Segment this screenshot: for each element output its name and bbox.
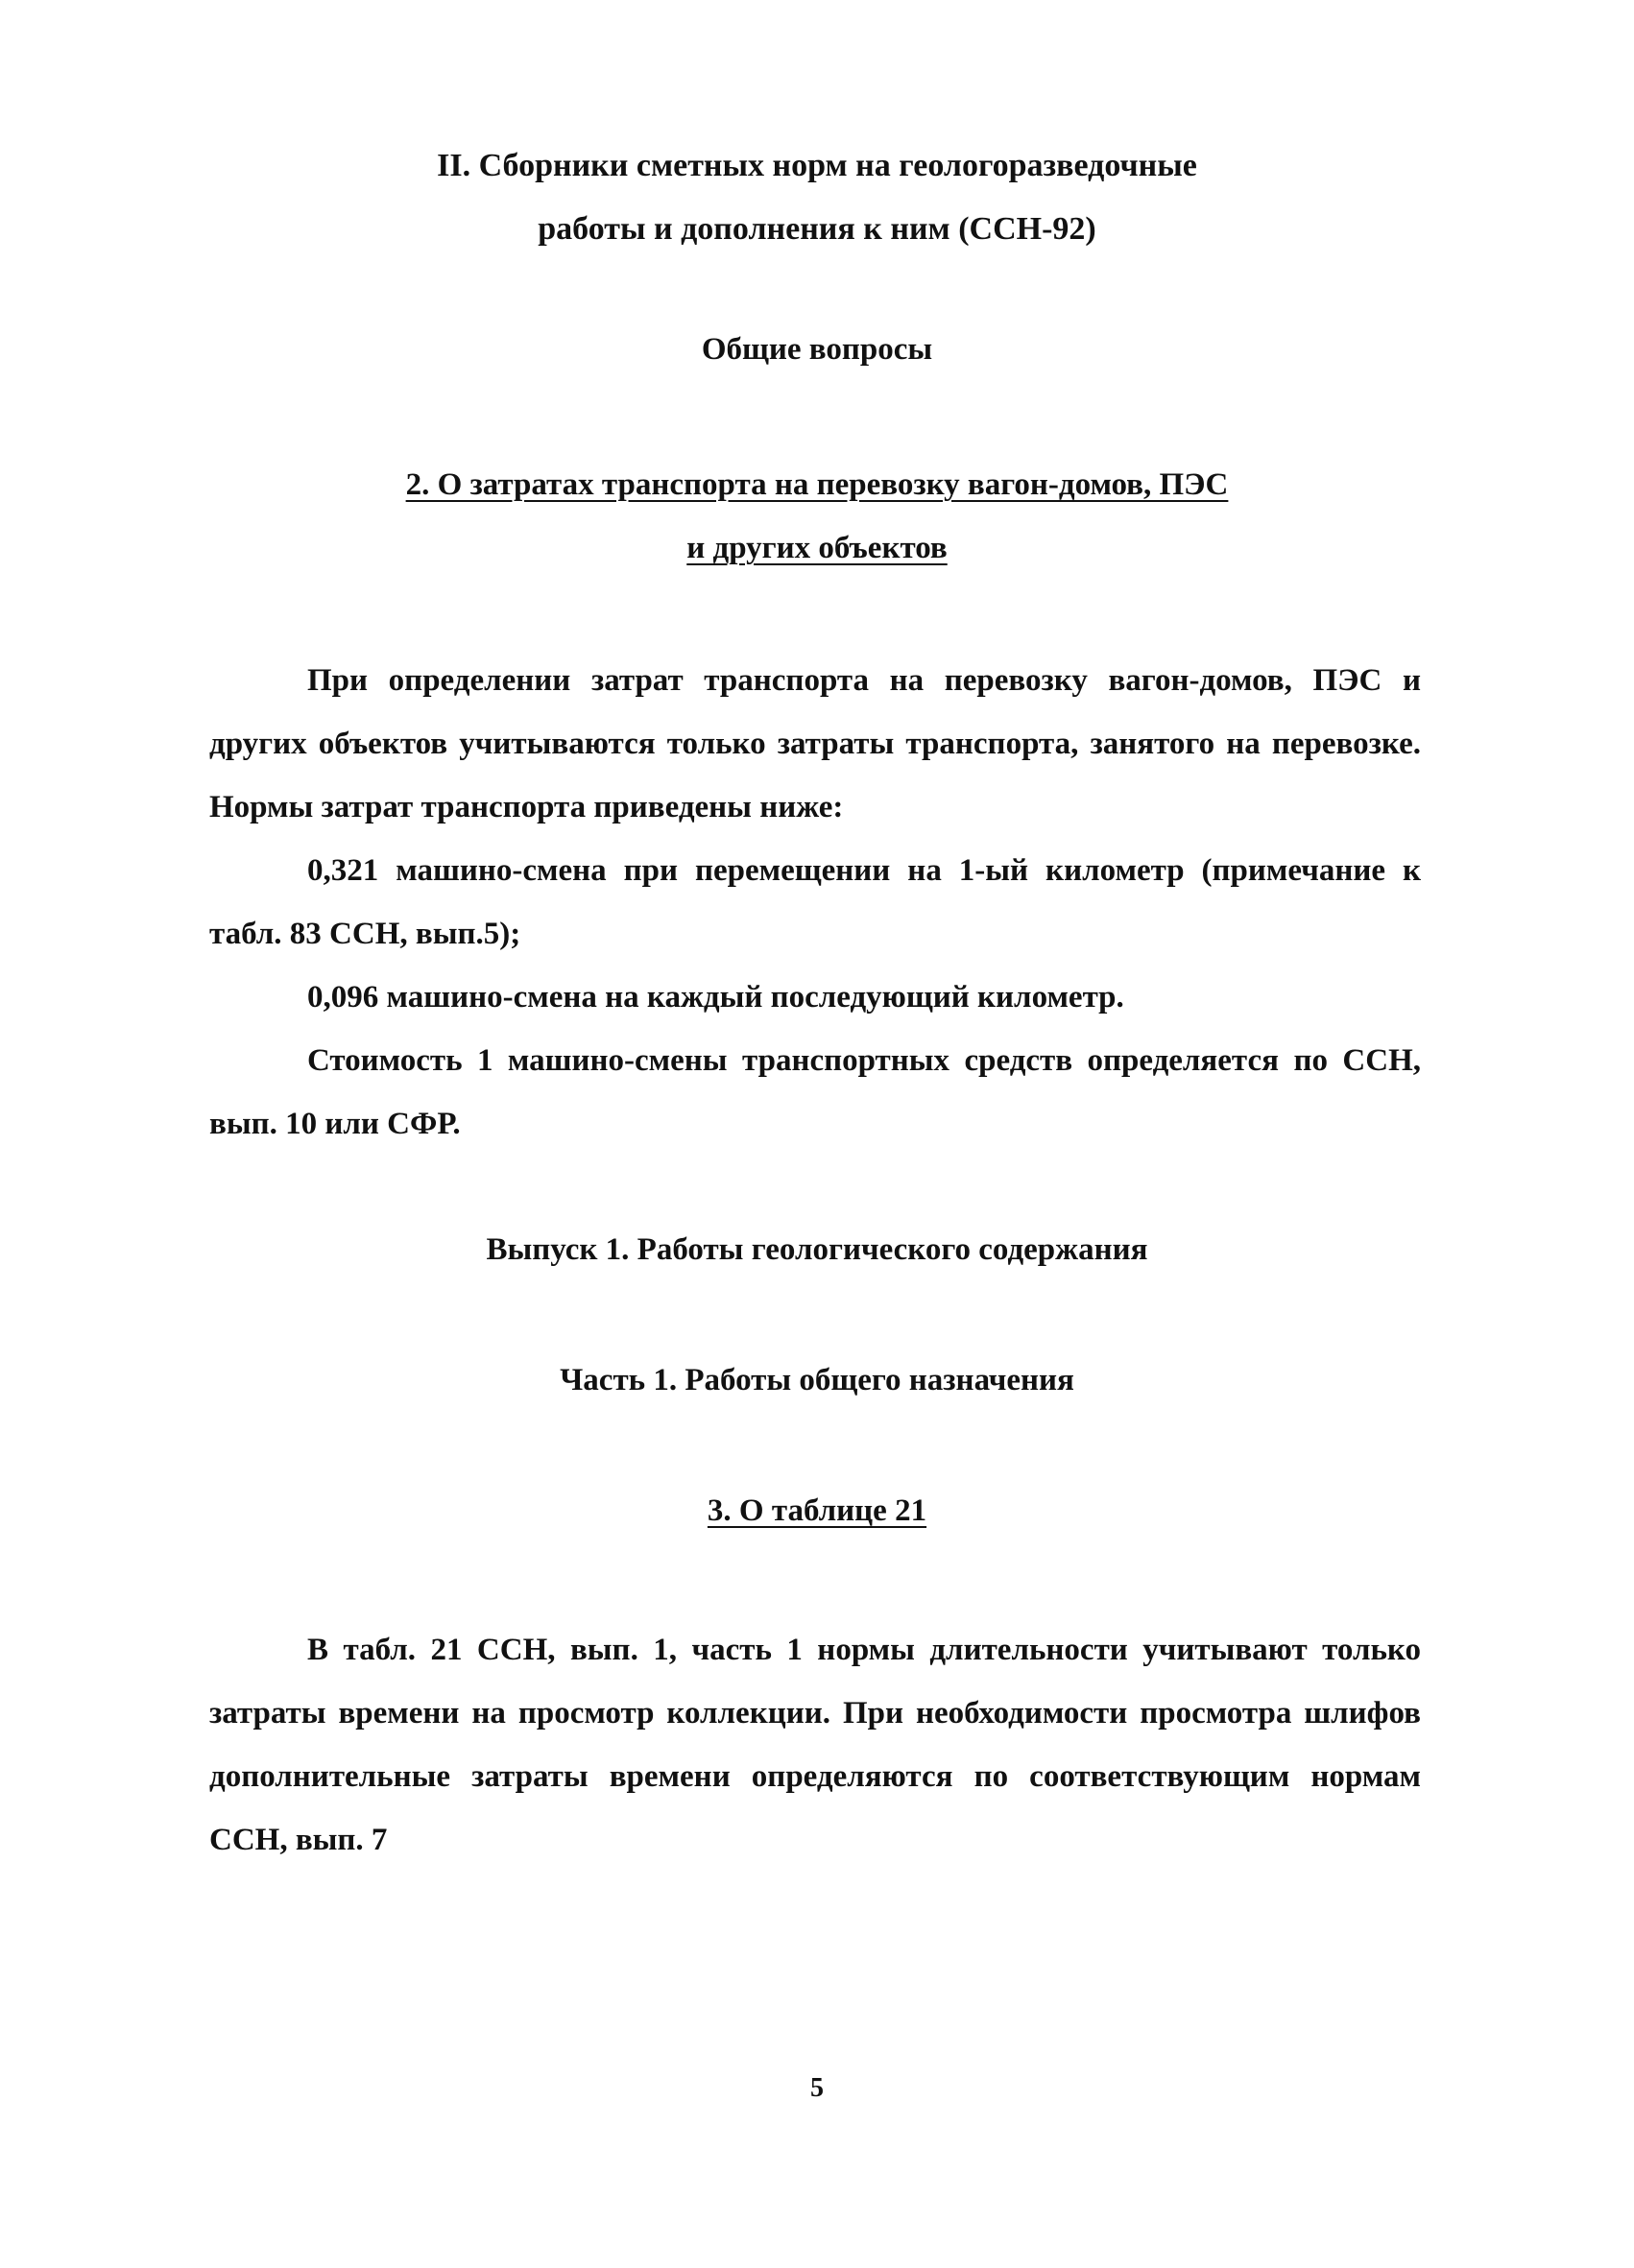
- paragraph: 0,321 машино-смена при перемещении на 1-ый километр (примечание к табл. 83 ССН, вып.5);: [209, 853, 1421, 951]
- section-2-heading-line-1: 2. О затратах транспорта на перевозку вагон-домов, ПЭС: [405, 467, 1229, 502]
- paragraph: В табл. 21 ССН, вып. 1, часть 1 нормы длительности учитывают только затраты времени на просмотр коллекции. При необходимости просмотра шлифов дополнительные затраты времени определяются по соответствующим нормам ССН, вып. 7: [209, 1633, 1421, 1857]
- title-line-2: работы и дополнения к ним (ССН-92): [538, 211, 1096, 247]
- section-3-heading: [0, 1493, 1634, 1529]
- paragraph: 0,096 машино-смена на каждый последующий километр.: [307, 980, 1124, 1015]
- section-2-body: [209, 649, 1421, 1156]
- document-title: [0, 134, 1634, 261]
- title-line-1: II. Сборники сметных норм на геологоразведочные: [437, 148, 1197, 183]
- issue-1-heading: Выпуск 1. Работы геологического содержания: [486, 1232, 1148, 1267]
- section-2-heading: [0, 453, 1634, 580]
- part-1-heading: Часть 1. Работы общего назначения: [560, 1363, 1074, 1397]
- page-number: 5: [810, 2073, 824, 2103]
- section-3-body: [209, 1618, 1421, 1872]
- paragraph: При определении затрат транспорта на перевозку вагон-домов, ПЭС и других объектов учитываются только затраты транспорта, занятого на перевозке. Нормы затрат транспорта приведены ниже:: [209, 663, 1421, 824]
- general-questions-heading: Общие вопросы: [701, 332, 933, 367]
- paragraph: Стоимость 1 машино-смены транспортных средств определяется по ССН, вып. 10 или СФР.: [209, 1043, 1421, 1141]
- section-2-heading-line-2: и других объектов: [686, 531, 948, 565]
- section-3-heading-text: 3. О таблице 21: [707, 1493, 927, 1528]
